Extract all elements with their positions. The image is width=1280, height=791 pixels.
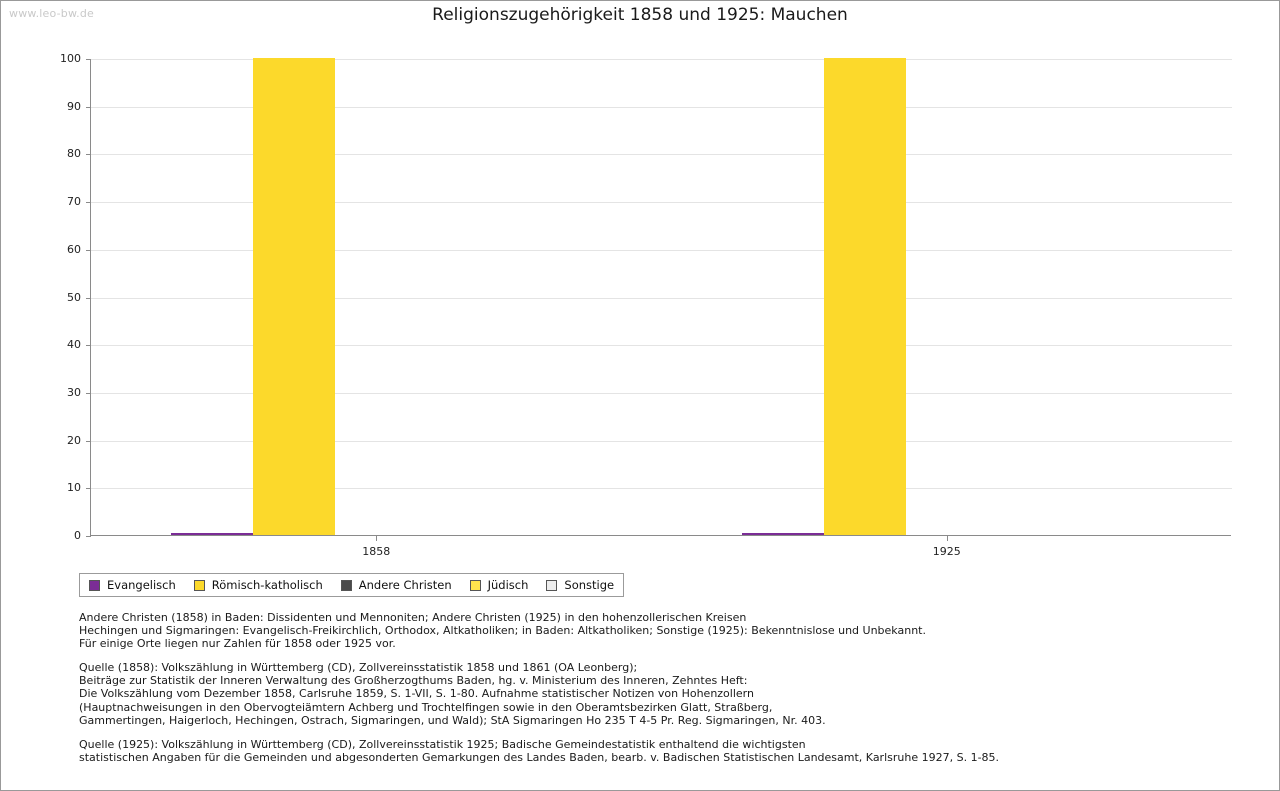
y-tick-label: 100 (60, 52, 81, 65)
plot-wrapper (60, 52, 1231, 558)
y-tick-mark (86, 202, 91, 203)
footnote-block-2 (79, 738, 1229, 764)
x-tick-label: 1925 (932, 545, 961, 558)
y-tick-mark (86, 107, 91, 108)
x-tick-mark (947, 536, 948, 541)
legend-label: Jüdisch (487, 578, 529, 592)
legend-swatch-icon (546, 580, 557, 591)
y-tick-mark (86, 488, 91, 489)
footnote-line: Quelle (1925): Volkszählung in Württemberg (CD), Zollvereinsstatistik 1925; Badische Gemeindestatistik enthaltend die wichtigsten (79, 737, 806, 751)
y-tick-mark (86, 154, 91, 155)
y-tick-mark (86, 441, 91, 442)
legend-label: Evangelisch (107, 578, 176, 592)
bar-1925-1 (824, 58, 906, 535)
y-tick-label: 70 (67, 195, 81, 209)
footnote-line: (Hauptnachweisungen in den Obervogteiämtern Achberg und Trochtelfingen sowie in den Oberamtsbezirken Glatt, Straßberg, (79, 700, 773, 714)
legend-item-3[interactable] (470, 578, 529, 592)
page-title: Religionszugehörigkeit 1858 und 1925: Mauchen (432, 5, 848, 25)
y-tick-label: 10 (67, 481, 81, 495)
y-tick-label: 40 (67, 338, 81, 352)
y-tick-label: 20 (67, 433, 81, 447)
y-tick-label: 30 (67, 385, 81, 399)
y-tick-label: 50 (67, 290, 81, 304)
plot-area (60, 52, 1231, 558)
y-tick-mark (86, 345, 91, 346)
footnote-line: Gammertingen, Haigerloch, Hechingen, Ostrach, Sigmaringen, und Wald); StA Sigmaringen Ho 235 T 4-5 Pr. Reg. Sigmaringen, Nr. 403. (79, 713, 826, 727)
legend-label: Römisch-katholisch (211, 578, 323, 592)
footnote-line: Andere Christen (1858) in Baden: Dissidenten und Mennoniten; Andere Christen (1925) in den hohenzollerischen Kreisen (79, 611, 747, 624)
footnote-block-0 (79, 611, 1229, 650)
y-tick-mark (86, 536, 91, 537)
y-tick-label: 60 (67, 242, 81, 256)
legend-swatch-icon (470, 580, 481, 591)
footnote-line: Hechingen und Sigmaringen: Evangelisch-Freikirchlich, Orthodox, Altkatholiken; in Baden: Altkatholiken; Sonstige (1925): Bekenntnislose und Unbekannt. (79, 624, 926, 638)
legend-label: Andere Christen (358, 578, 452, 592)
watermark-label: www.leo-bw.de (9, 7, 95, 20)
y-tick-mark (86, 393, 91, 394)
legend-swatch-icon (341, 580, 352, 591)
bar-1858-1 (253, 58, 335, 535)
bar-1858-0 (171, 533, 253, 535)
y-tick-label: 80 (67, 147, 81, 161)
y-tick-label: 90 (67, 99, 81, 113)
footnote-line: Für einige Orte liegen nur Zahlen für 1858 oder 1925 vor. (79, 637, 396, 651)
legend-item-2[interactable] (341, 578, 452, 592)
footnote-line: statistischen Angaben für die Gemeinden und abgesonderten Gemarkungen des Landes Baden, bearb. v. Badischen Statistischen Landesamt, Karlsruhe 1927, S. 1-85. (79, 750, 1000, 764)
x-tick-mark (376, 536, 377, 541)
footnotes (79, 611, 1229, 775)
legend-swatch-icon (194, 580, 205, 591)
footnote-line: Beiträge zur Statistik der Inneren Verwaltung des Großherzogthums Baden, hg. v. Ministerium des Inneren, Zehntes Heft: (79, 674, 748, 688)
y-tick-mark (86, 250, 91, 251)
footnote-block-1 (79, 661, 1229, 726)
x-tick-label: 1858 (362, 545, 391, 558)
legend-item-0[interactable] (89, 578, 176, 592)
y-tick-mark (86, 59, 91, 60)
legend-item-4[interactable] (546, 578, 614, 592)
y-tick-mark (86, 298, 91, 299)
chart-legend (79, 573, 624, 597)
bar-1925-0 (742, 533, 824, 535)
legend-swatch-icon (89, 580, 100, 591)
legend-item-1[interactable] (194, 578, 323, 592)
footnote-line: Die Volkszählung vom Dezember 1858, Carlsruhe 1859, S. 1-VII, S. 1-80. Aufnahme statistischer Notizen von Hohenzollern (79, 687, 754, 701)
legend-label: Sonstige (564, 578, 615, 592)
footnote-line: Quelle (1858): Volkszählung in Württemberg (CD), Zollvereinsstatistik 1858 und 1861 (OA Leonberg); (79, 661, 638, 675)
y-tick-label: 0 (74, 529, 81, 542)
